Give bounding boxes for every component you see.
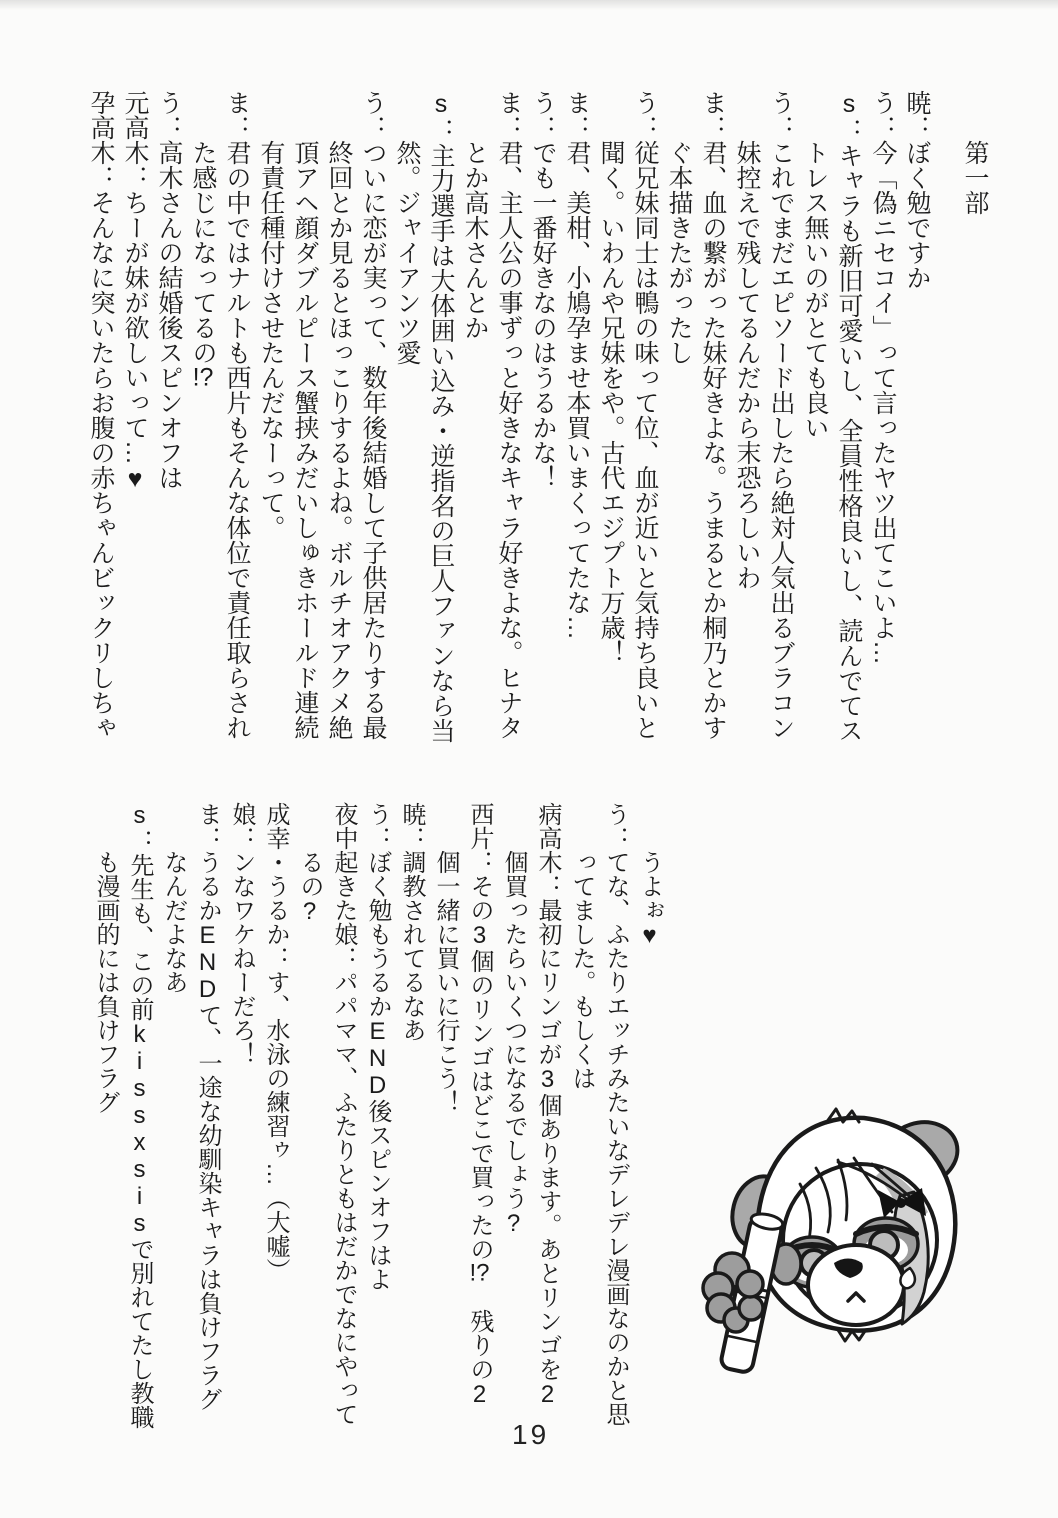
dialogue-line: 孕高木：そんなに突いたらお腹の赤ちゃんビックリしちゃ	[87, 90, 115, 740]
dialogue-line: ま：君、美柑、小鳩孕ませ本買いまくってたな…	[563, 90, 591, 640]
dialogue-line: 娘：ンなワケねーだろ！	[228, 802, 255, 1066]
page-number: 19	[512, 1419, 550, 1450]
dialogue-line: 暁：調教されてるなあ	[398, 802, 425, 1042]
dialogue-line: うよぉ♥	[636, 850, 663, 949]
panda-hood-girl-svg	[688, 1092, 980, 1386]
dialogue-line: 元高木：ちーが妹が欲しいって…♥	[121, 90, 149, 493]
part1-dialogue-block	[84, 90, 992, 743]
dialogue-line: う：高木さんの結婚後スピンオフは	[155, 90, 183, 490]
dialogue-line: う：ついに恋が実って、数年後結婚して子供居たりする最終回とか見るとほっこりするよね。ボルチオアクメ絶頂アヘ顔ダブルピース蟹挟みだいしゅきホールド連続有責任種付けさせたんだなーって。	[257, 90, 387, 740]
dialogue-line: s：キャラも新旧可愛いし、全員性格良いし、読んでてストレス無いのがとても良い	[801, 90, 863, 743]
dialogue-line: ま：君、血の繋がった妹好きよな。うまるとか桐乃とかすぐ本描きたがったし	[665, 90, 727, 740]
dialogue-line: う：従兄妹同士は鴨の味って位、血が近いと気持ち良いと聞く。いわんや兄妹をや。古代エジプト万歳！	[597, 90, 659, 740]
dialogue-line: 夜中起きた娘：パパママ、ふたりともはだかでなにやってるの?	[296, 802, 357, 1426]
panda-girl-illustration	[688, 1092, 980, 1386]
dialogue-line: う：これでまだエピソード出したら絶対人気出るブラコン妹控えで残してるんだから末恐ろしいわ	[733, 90, 795, 740]
panda-muzzle	[808, 1245, 904, 1325]
dialogue-line: う：今「偽ニセコイ」って言ったヤツ出てこいよ…	[869, 90, 897, 665]
dialogue-line: s：主力選手は大体囲い込み・逆指名の巨人ファンなら当然。ジャイアンツ愛	[393, 90, 455, 743]
dialogue-line: う：ぼく勉もうるかEND後スピンオフはよ	[364, 802, 391, 1291]
dialogue-line: 西片：その3個のリンゴはどこで買ったの!? 残りの2個一緒に買いに行こう！	[432, 802, 493, 1408]
dialogue-line: s：先生も、この前kissxsisで別れてたし教職も漫画的には負けフラグ	[92, 802, 153, 1429]
dialogue-line: 暁：ぼく勉ですか	[903, 90, 931, 290]
part2-dialogue-block	[86, 802, 666, 1430]
dialogue-line: ま：君の中ではナルトも西片もそんな体位で責任取らされた感じになってるの!?	[189, 90, 251, 740]
dialogue-line: 病高木：最初にリンゴが3個あります。あとリンゴを2個買ったらいくつになるでしょう?	[500, 802, 561, 1408]
dialogue-line: う：でも一番好きなのはうるかな！	[529, 90, 557, 490]
dialogue-line: 成幸・うるか：す、水泳の練習ゥ…（大嘘）	[262, 802, 289, 1282]
dialogue-line: ま：君、主人公の事ずっと好きなキャラ好きよな。ヒナタとか高木さんとか	[461, 90, 523, 740]
dialogue-line: ま：うるかENDて、一途な幼馴染キャラは負けフラグなんだよなあ	[160, 802, 221, 1411]
dialogue-line: う：てな、ふたりエッチみたいなデレデレ漫画なのかと思ってました。もしくは	[568, 802, 629, 1426]
section-title: 第一部	[961, 140, 989, 215]
